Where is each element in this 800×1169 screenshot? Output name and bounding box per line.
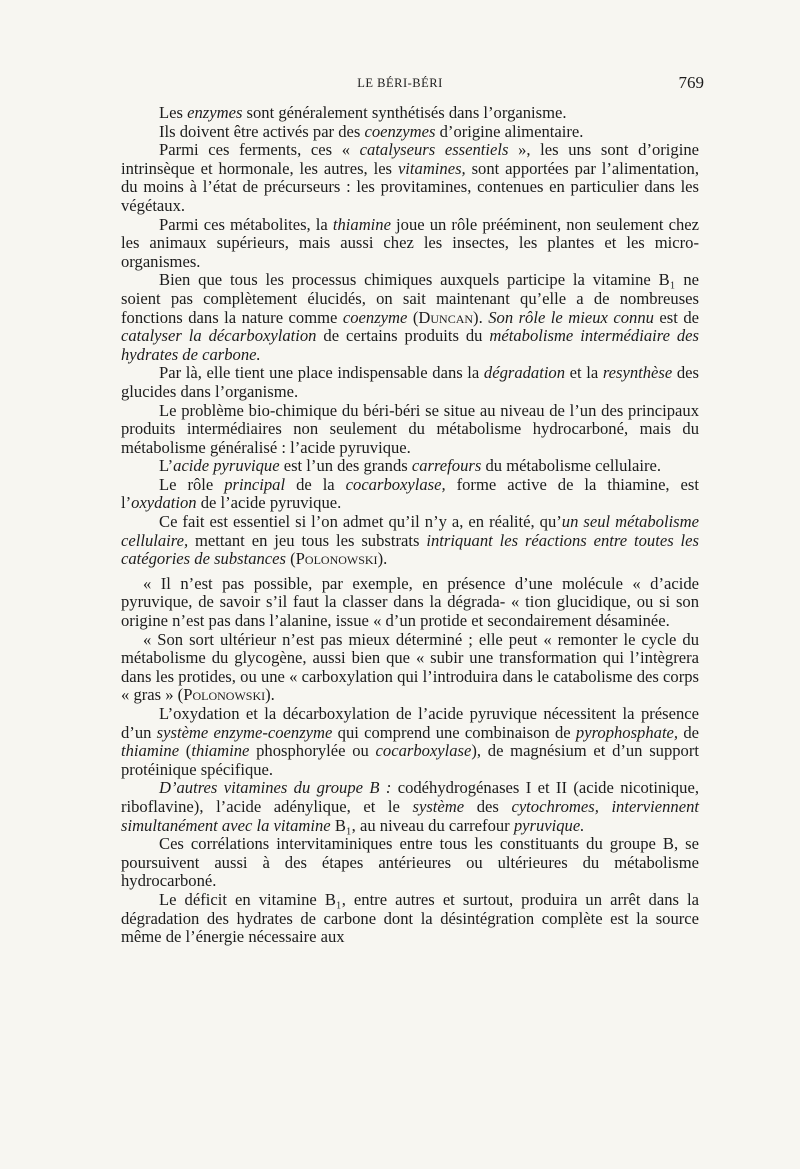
italic-run: vitamines, [397,158,466,178]
italic-run: cytochromes, interviennent simultanément avec la vitamine [121,796,699,835]
text-run: « Il n’est pas possible, par exemple, en présence d’une molécule « d’acide pyruvique, de savoir s’il faut la classer dans la dégrada- « tion glucidique, ou si son origine n’est pas dans l’alanine, issue « d’un protide et secondairement désaminée. [121,573,699,631]
text-run: de l’acide pyruvique. [196,493,342,513]
text-run: d’origine alimentaire. [435,121,584,141]
text-run: et la [565,363,603,383]
quotation-paragraph [121,631,699,705]
text-run: mettant en jeu tous les substrats [188,530,427,550]
italic-run: enzymes [187,103,243,122]
paragraph [121,705,699,779]
paragraph [121,476,699,513]
italic-run: thiamine [191,741,250,761]
text-run: Le rôle [159,474,225,494]
italic-run: thiamine [332,214,391,234]
text-run: ). [377,549,388,569]
paragraph [121,513,699,569]
italic-run: coenzymes [364,121,436,141]
text-run: du métabolisme cellulaire. [481,456,662,476]
italic-run: pyruvique. [513,815,585,835]
author-name: Polonowski [183,685,266,705]
text-run: ( [285,549,296,569]
paragraph [121,216,699,272]
text-run: Ce fait est essentiel si l’on admet qu’il n’y a, en réalité, qu’ [159,512,562,532]
text-run: joue un rôle prééminent, non seulement chez les animaux supérieurs, mais aussi chez les insectes, les plantes et les micro-organismes. [121,214,699,271]
text-run: « Son sort ultérieur n’est pas mieux déterminé ; elle peut « remonter le cycle du métabolisme du glycogène, aussi bien que « subir une transformation qui l’intègrera dans les protides, ou une « carboxylation qui l’introduira dans le catabolisme des corps « gras » ( [121,629,699,705]
paragraph [121,891,699,947]
text-run: ( [179,741,192,761]
text-run: forme active de la thiamine, est l’ [121,474,699,513]
text-run: de la [285,474,346,494]
italic-run: intriquant les réactions entre toutes les catégories de substances [121,530,699,569]
italic-run: oxydation [131,493,197,513]
text-run: est l’un des grands [279,456,412,476]
italic-run: un seul métabolisme cellulaire, [121,512,699,550]
italic-run: acide pyruvique [173,456,280,476]
paragraph [121,457,699,476]
text-run: des glucides dans l’organisme. [121,363,699,401]
text-run: sont généralement synthétisés dans l’organisme. [242,103,567,122]
paragraph [121,364,699,401]
text-run: », les uns sont d’origine intrinsèque et hormonale, les autres, les [121,140,699,178]
paragraph [121,835,699,891]
italic-run: carrefours [411,456,482,476]
page-number: 769 [678,73,704,92]
text-run: ), de magnésium et d’un support protéinique spécifique. [121,741,699,779]
text-run: ). [265,685,275,705]
running-title: LE BÉRI-BÉRI [357,76,443,90]
paragraph [121,104,699,123]
italic-run: cocarboxylase, [345,474,446,494]
text-run: L’oxydation et la décarboxylation de l’acide pyruvique nécessitent la présence d’un [121,704,699,742]
italic-run: pyrophosphate, [575,722,679,742]
text-run: des [464,796,512,816]
italic-run: système enzyme-coenzyme [156,722,333,742]
text-run: codéhydrogénases I et II (acide nicotinique, riboflavine), l’acide adénylique, et le [121,778,699,816]
text-run: Parmi ces ferments, ces « [159,140,360,160]
italic-run: système [412,796,465,816]
text-run: qui comprend une combinaison de [332,722,576,742]
italic-run: thiamine [121,741,180,761]
text-run: L’ [159,456,174,476]
text-run: ). [473,307,489,327]
text-run: Parmi ces métabolites, la [159,214,333,234]
italic-run: principal [224,474,286,494]
text-run: sont apportées par l’alimentation, du moins à l’état de précurseurs : les provitamines, contenues en particulier dans les végétaux. [121,158,699,215]
text-run: de [678,722,699,742]
paragraph [121,402,699,458]
paragraph [121,271,699,364]
author-name: Polonowski [295,549,378,569]
text-run: Ils doivent être activés par des [159,121,365,141]
italic-run: catalyseurs essentiels [359,140,509,160]
text-run: phosphorylée ou [249,741,376,761]
text-run: Ces corrélations intervitaminiques entre tous les constituants du groupe B, se poursuivent aussi à des étapes antérieures ou ultérieures du métabolisme hydrocarboné. [121,834,699,891]
text-run: de certains produits du [316,326,490,346]
italic-run: métabolisme intermédiaire des hydrates de carbone. [121,326,699,364]
italic-run: catalyser la décarboxylation [121,326,317,346]
text-run: Par là, elle tient une place indispensable dans la [159,363,484,383]
paragraph [121,141,699,215]
text-run: Bien que tous les processus chimiques auxquels participe la vitamine B₁ ne soient pas complètement élucidés, on sait maintenant qu’elle a de nombreuses fonctions dans la nature comme [121,270,699,327]
italic-run: D’autres vitamines du groupe B : [159,778,392,798]
quotation-paragraph [121,575,699,631]
author-name: Duncan [418,307,474,327]
text-run: ( [407,307,419,327]
italic-run: resynthèse [602,363,673,383]
body-text [121,104,699,947]
paragraph [121,779,699,835]
italic-run: cocarboxylase [375,741,472,761]
text-run: Les [159,103,188,122]
italic-run: Son rôle le mieux connu [488,307,654,327]
text-run: B₁, au niveau du carrefour [330,815,514,835]
italic-run: coenzyme [342,307,408,327]
text-run: est de [653,307,699,327]
text-run: Le déficit en vitamine B₁, entre autres et surtout, produira un arrêt dans la dégradation des hydrates de carbone dont la désintégration complète est la source même de l’énergie nécessaire aux [121,889,699,947]
paragraph [121,123,699,142]
text-run: Le problème bio-chimique du béri-béri se situe au niveau de l’un des principaux produits intermédiaires non seulement du métabolisme hydrocarboné, mais du métabolisme généralisé : l’acide pyruvique. [121,400,699,457]
italic-run: dégradation [483,363,566,383]
